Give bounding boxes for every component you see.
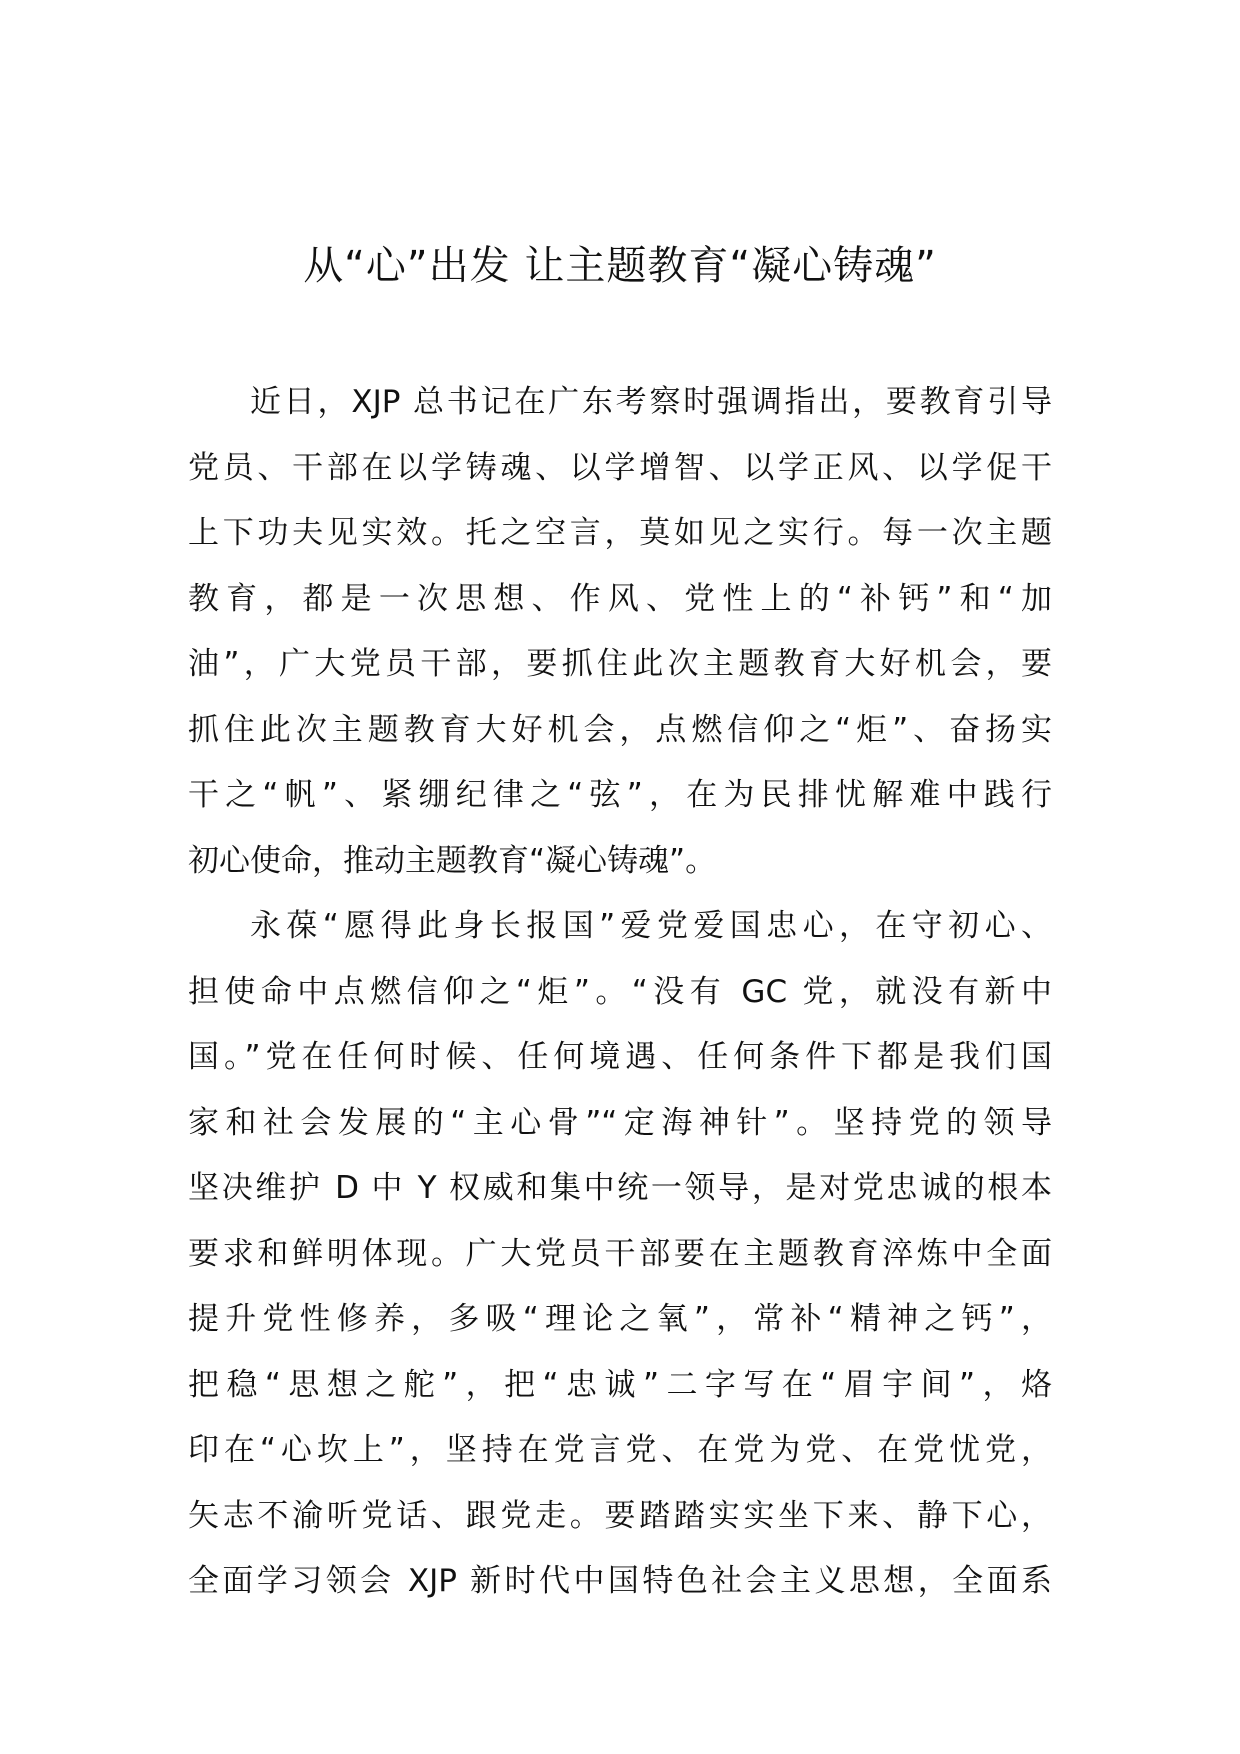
text-line: 教育，都是一次思想、作风、党性上的“补钙”和“加: [188, 580, 1052, 617]
text-line: 党员、干部在以学铸魂、以学增智、以学正风、以学促干: [188, 449, 1052, 486]
text-line: 家和社会发展的“主心骨”“定海神针”。坚持党的领导: [188, 1104, 1052, 1141]
paragraph: [188, 370, 1052, 894]
text-line: 提升党性修养，多吸“理论之氧”，常补“精神之钙”，: [188, 1301, 1052, 1337]
text-line: 抓住此次主题教育大好机会，点燃信仰之“炬”、奋扬实: [188, 711, 1052, 748]
text-line: 担使命中点燃信仰之“炬”。“没有 GC 党，就没有新中: [188, 973, 1052, 1010]
text-line: 上下功夫见实效。托之空言，莫如见之实行。每一次主题: [188, 515, 1052, 551]
text-line: 矢志不渝听党话、跟党走。要踏踏实实坐下来、静下心，: [188, 1497, 1052, 1534]
text-line: 油”，广大党员干部，要抓住此次主题教育大好机会，要: [188, 646, 1052, 682]
text-line: 全面学习领会 XJP 新时代中国特色社会主义思想，全面系: [188, 1563, 1052, 1599]
text-line: 印在“心坎上”，坚持在党言党、在党为党、在党忧党，: [188, 1432, 1052, 1468]
text-line: 干之“帆”、紧绷纪律之“弦”，在为民排忧解难中践行: [188, 777, 1052, 813]
document-title: 从“心”出发 让主题教育“凝心铸魂”: [303, 243, 937, 289]
text-line: 国。”党在任何时候、任何境遇、任何条件下都是我们国: [188, 1039, 1052, 1075]
document-body: [188, 370, 1052, 1615]
text-line: 永葆“愿得此身长报国”爱党爱国忠心，在守初心、: [250, 908, 1052, 944]
paragraph: [188, 894, 1052, 1615]
text-line: 要求和鲜明体现。广大党员干部要在主题教育淬炼中全面: [188, 1235, 1052, 1272]
text-line: 把稳“思想之舵”，把“忠诚”二字写在“眉宇间”，烙: [188, 1366, 1052, 1403]
text-line: 近日，XJP 总书记在广东考察时强调指出，要教育引导: [250, 384, 1052, 420]
text-line: 初心使命，推动主题教育“凝心铸魂”。: [188, 842, 717, 879]
text-line: 坚决维护 D 中 Y 权威和集中统一领导，是对党忠诚的根本: [188, 1170, 1052, 1206]
